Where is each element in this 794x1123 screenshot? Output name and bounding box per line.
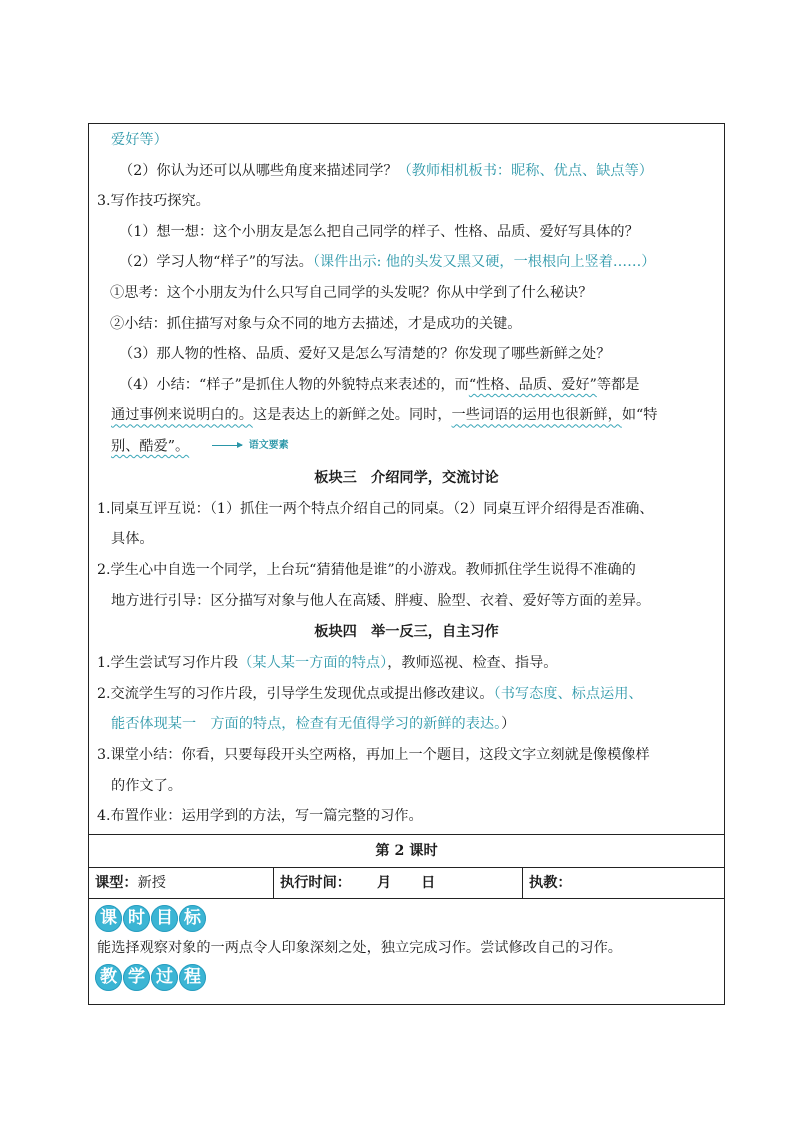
- text-line: 3.写作技巧探究。: [97, 193, 210, 210]
- list-item: 2.学生心中自选一个同学，上台玩“猜猜他是谁”的小游戏。教师抓住学生说得不准确的: [97, 562, 636, 579]
- text-line: （3）那人物的性格、品质、爱好又是怎么写清楚的？你发现了哪些新鲜之处？: [119, 346, 611, 363]
- lesson-goals-box: [88, 898, 725, 1005]
- teaching-process-badge: 教 学 过 程: [95, 964, 716, 991]
- execution-time-cell: 执行时间： 月 日: [274, 868, 523, 898]
- text-line: 别、酷爱”。 语文要素: [97, 431, 716, 462]
- language-element-tag: 语文要素: [212, 431, 289, 462]
- list-item-cont: 的作文了。: [111, 777, 182, 794]
- list-item: 1.同桌互评互说：（1）抓住一两个特点介绍自己的同桌。（2）同桌互评介绍得是否准确、: [97, 500, 654, 517]
- list-item: 2.交流学生写的习作片段，引导学生发现优点或提出修改建议。（书写态度、标点运用、: [97, 685, 643, 702]
- lesson-goal-badge: 课 时 目 标: [95, 905, 716, 932]
- lesson-info-row: [88, 867, 725, 898]
- lesson-plan-document: [88, 123, 725, 1005]
- text-line: ①思考：这个小朋友为什么只写自己同学的头发呢？你从中学到了什么秘诀？: [110, 284, 593, 301]
- list-item-cont: 能否体现某一 方面的特点，检查有无值得学习的新鲜的表达。）: [111, 716, 516, 733]
- goal-text: 能选择观察对象的一两点令人印象深刻之处，独立完成习作。尝试修改自己的习作。: [97, 939, 622, 956]
- text-line: （1）想一想：这个小朋友是怎么把自己同学的样子、性格、品质、爱好写具体的？: [119, 223, 639, 240]
- list-item: 4.布置作业：运用学到的方法，写一篇完整的习作。: [97, 808, 423, 825]
- lesson-type-cell: 课型：新授: [89, 868, 274, 898]
- text-line: ②小结：抓住描写对象与众不同的地方去描述，才是成功的关键。: [110, 315, 522, 332]
- list-item: 1.学生尝试写习作片段（某人某一方面的特点），教师巡视、检查、指导。: [97, 655, 558, 672]
- teaching-process-box: [88, 123, 725, 834]
- text-line: （2）学习人物“样子”的写法。（课件出示: 他的头发又黑又硬，一根根向上竖着……）: [119, 254, 656, 271]
- section-heading: 板块四 举一反三，自主习作: [314, 624, 499, 641]
- section-heading: 板块三 介绍同学，交流讨论: [314, 469, 499, 486]
- text-line: （4）小结：“样子”是抓住人物的外貌特点来表述的，而“性格、品质、爱好”等都是: [119, 376, 640, 393]
- lesson-title: 第 2 课时: [88, 834, 725, 867]
- text-line: 通过事例来说明白的。这是表达上的新鲜之处。同时，一些词语的运用也很新鲜，如“特: [111, 407, 658, 424]
- text-line: （2）你认为还可以从哪些角度来描述同学？（教师相机板书：昵称、优点、缺点等）: [119, 162, 653, 179]
- list-item-cont: 地方进行引导：区分描写对象与他人在高矮、胖瘦、脸型、衣着、爱好等方面的差异。: [111, 592, 651, 609]
- list-item: 3.课堂小结：你看，只要每段开头空两格，再加上一个题目，这段文字立刻就是像模像样: [97, 746, 650, 763]
- text-line: 爱好等）: [111, 132, 168, 148]
- list-item-cont: 具体。: [111, 531, 154, 548]
- teacher-cell: 执教：: [529, 874, 572, 891]
- arrow-right-icon: [212, 445, 242, 446]
